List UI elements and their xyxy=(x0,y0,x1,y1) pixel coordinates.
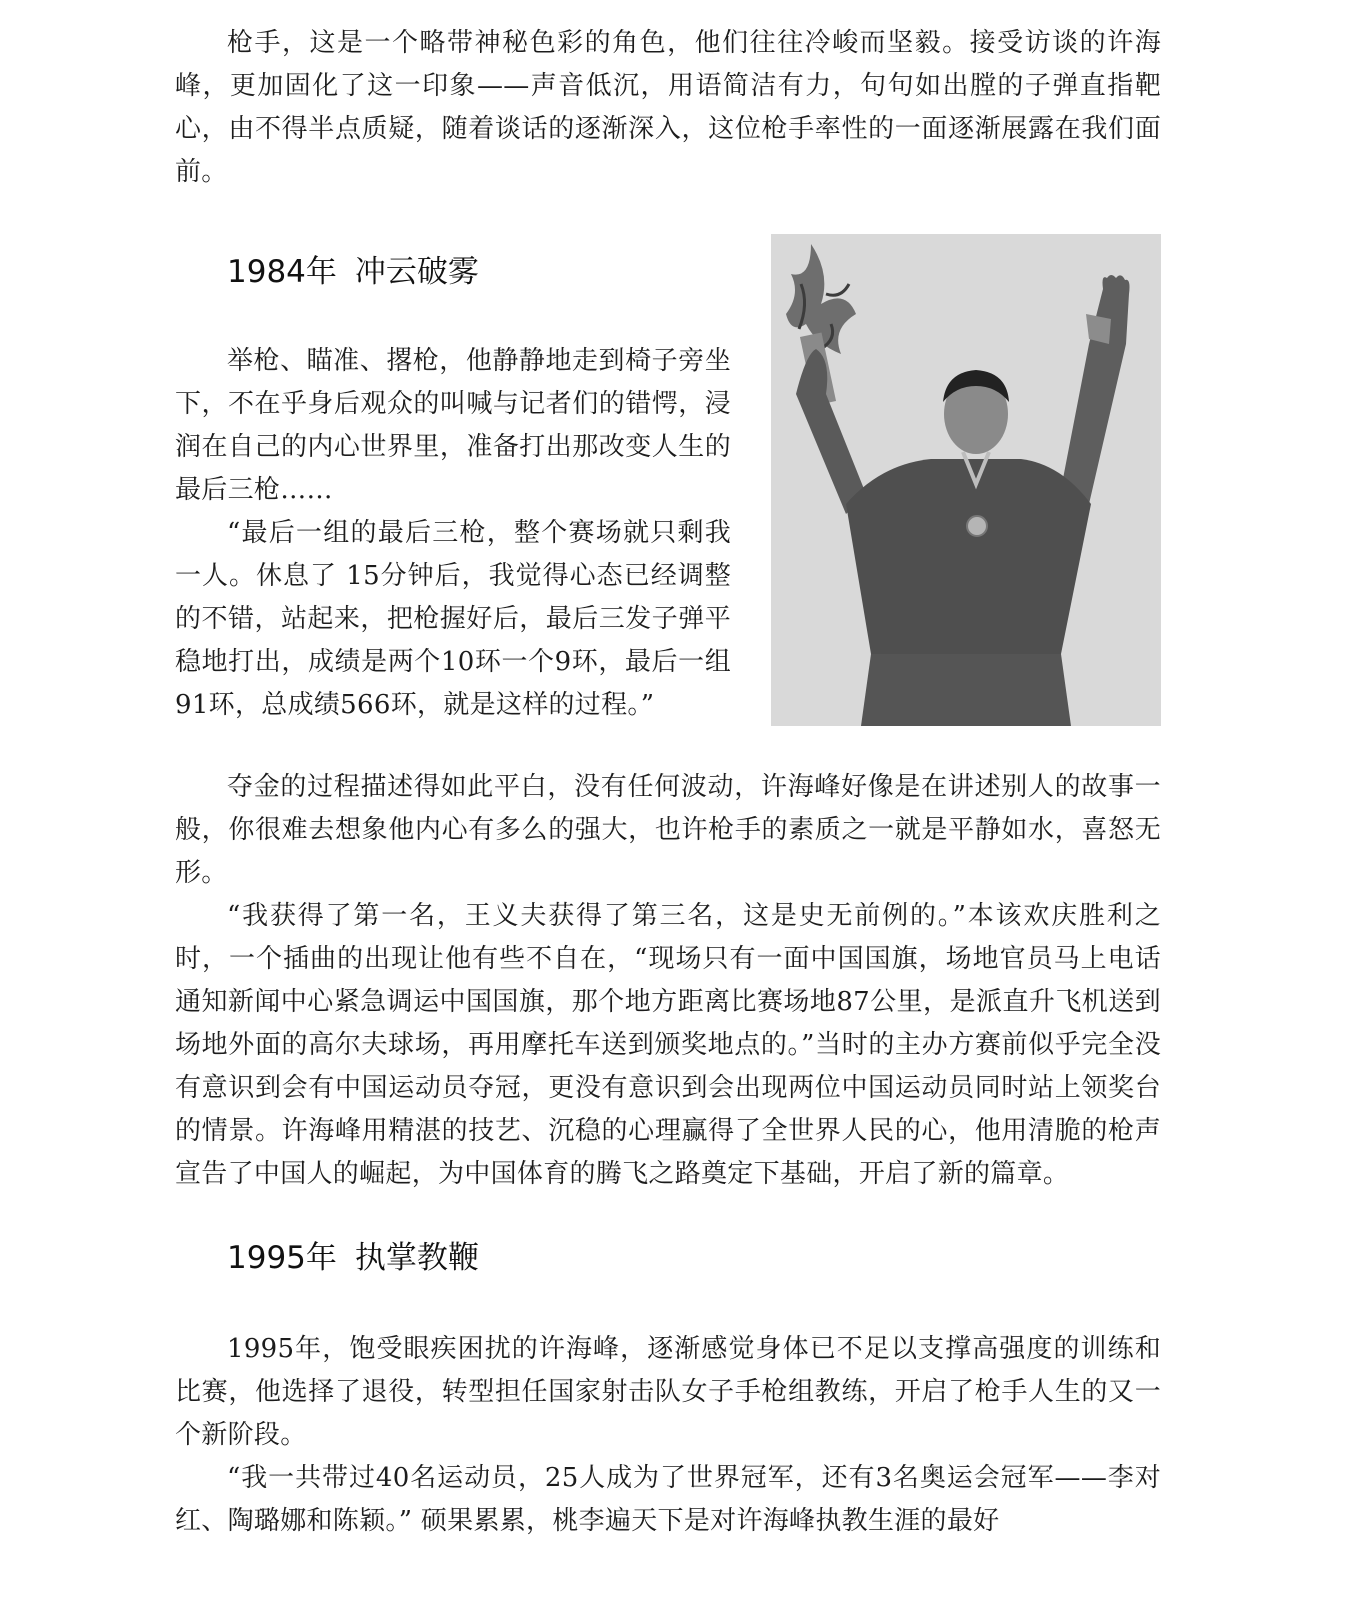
section-heading-1995 xyxy=(175,1238,1161,1278)
intro-paragraph: 枪手，这是一个略带神秘色彩的角色，他们往往冷峻而坚毅。接受访谈的许海峰，更加固化了这一印象——声音低沉，用语简洁有力，句句如出膛的子弹直指靶心，由不得半点质疑，随着谈话的逐渐深入，这位枪手率性的一面逐渐展露在我们面前。 xyxy=(175,28,1161,187)
paragraph: 1995年，饱受眼疾困扰的许海峰，逐渐感觉身体已不足以支撑高强度的训练和比赛，他选择了退役，转型担任国家射击队女子手枪组教练，开启了枪手人生的又一个新阶段。 xyxy=(175,1334,1161,1450)
document-page xyxy=(175,22,1161,1543)
athlete-photo-illustration xyxy=(771,234,1161,726)
section-heading-1984 xyxy=(175,252,735,292)
section-year: 1984年 xyxy=(227,254,337,290)
section-1984 xyxy=(175,234,1161,766)
section-1995 xyxy=(175,1238,1161,1543)
section-year: 1995年 xyxy=(227,1240,337,1276)
paragraph: “我一共带过40名运动员，25人成为了世界冠军，还有3名奥运会冠军——李对红、陶璐娜和陈颖。” 硕果累累，桃李遍天下是对许海峰执教生涯的最好 xyxy=(175,1463,1161,1536)
paragraph: 夺金的过程描述得如此平白，没有任何波动，许海峰好像是在讲述别人的故事一般，你很难去想象他内心有多么的强大，也许枪手的素质之一就是平静如水，喜怒无形。 xyxy=(175,772,1161,888)
paragraph: “我获得了第一名，王义夫获得了第三名，这是史无前例的。”本该欢庆胜利之时，一个插曲的出现让他有些不自在，“现场只有一面中国国旗，场地官员马上电话通知新闻中心紧急调运中国国旗，那个地方距离比赛场地87公里，是派直升飞机送到场地外面的高尔夫球场，再用摩托车送到颁奖地点的。”当时的主办方赛前似乎完全没有意识到会有中国运动员夺冠，更没有意识到会出现两位中国运动员同时站上领奖台的情景。许海峰用精湛的技艺、沉稳的心理赢得了全世界人民的心，他用清脆的枪声宣告了中国人的崛起，为中国体育的腾飞之路奠定下基础，开启了新的篇章。 xyxy=(175,901,1161,1189)
section-1984-heading-wrap xyxy=(175,252,735,292)
section-1995-body xyxy=(175,1328,1161,1543)
paragraph: 举枪、瞄准、撂枪，他静静地走到椅子旁坐下，不在乎身后观众的叫喊与记者们的错愕，浸润在自己的内心世界里，准备打出那改变人生的最后三枪…… xyxy=(175,346,731,505)
section-title: 执掌教鞭 xyxy=(354,1240,479,1276)
section-1984-body xyxy=(175,340,731,727)
athlete-photo xyxy=(771,234,1161,726)
paragraph: “最后一组的最后三枪，整个赛场就只剩我一人。休息了 15分钟后，我觉得心态已经调整的不错，站起来，把枪握好后，最后三发子弹平稳地打出，成绩是两个10环一个9环，最后一组91环，总成绩566环，就是这样的过程。” xyxy=(175,518,731,720)
section-1984-continued xyxy=(175,766,1161,1196)
section-title: 冲云破雾 xyxy=(354,254,479,290)
